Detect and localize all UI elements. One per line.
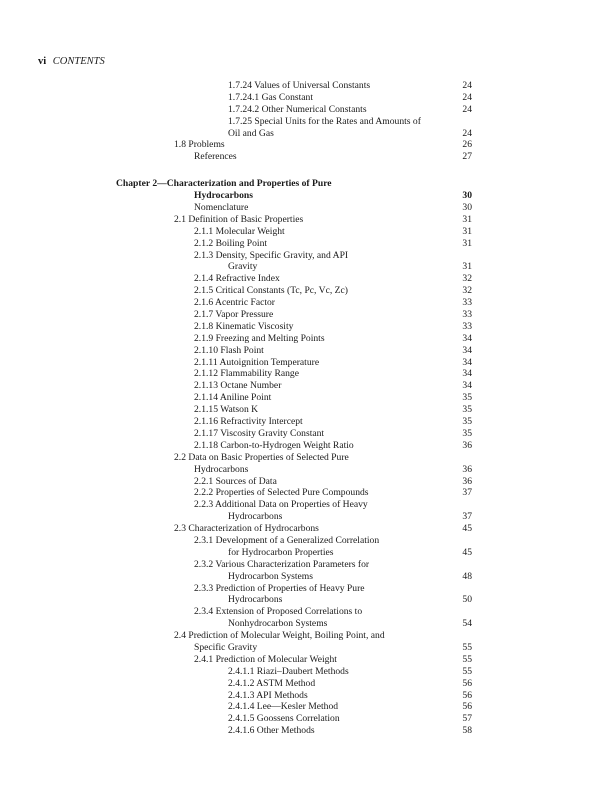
- toc-entry-page: 37: [462, 487, 472, 499]
- toc-entry-title: 2.1.12 Flammability Range: [194, 368, 299, 380]
- toc-entry: [0, 226, 604, 238]
- running-title: CONTENTS: [52, 56, 105, 67]
- toc-entry-title: 2.3.1 Development of a Generalized Correlation: [194, 534, 380, 546]
- toc-entry-title: 2.1.9 Freezing and Melting Points: [194, 332, 325, 344]
- toc-entry-title: Specific Gravity: [194, 641, 258, 653]
- toc-entry-title: 2.1.8 Kinematic Viscosity: [194, 320, 294, 332]
- toc-entry-page: 24: [462, 127, 472, 139]
- toc-entry-page: 57: [462, 713, 472, 725]
- toc-entry: [0, 678, 604, 690]
- toc-entry: [0, 202, 604, 214]
- toc-entry-page: 30: [462, 190, 472, 202]
- toc-entry-title: 2.4.1.5 Goossens Correlation: [228, 713, 340, 725]
- toc-entry-page: 32: [462, 273, 472, 285]
- toc-entry: [0, 357, 604, 369]
- toc-entry: [0, 80, 604, 92]
- toc-entry: [0, 642, 604, 654]
- toc-entry: [0, 571, 604, 583]
- toc-entry-title: 2.1.10 Flash Point: [194, 344, 264, 356]
- toc-entry-page: 26: [462, 139, 472, 151]
- toc-entry-page: 34: [462, 380, 472, 392]
- toc-entry: [0, 725, 604, 737]
- toc-entry-title: 2.2.3 Additional Data on Properties of Heavy: [194, 499, 368, 511]
- toc-entry-page: 24: [462, 80, 472, 91]
- toc-entry: [0, 583, 604, 595]
- toc-entry-title: 1.8 Problems: [174, 139, 225, 151]
- toc-entry: [0, 440, 604, 452]
- toc-entry: [0, 701, 604, 713]
- toc-entry: [0, 547, 604, 559]
- toc-entry-title: Nomenclature: [194, 202, 249, 214]
- toc-entry-page: 36: [462, 439, 472, 451]
- toc-entry: [0, 333, 604, 345]
- toc-entry-page: 56: [462, 701, 472, 713]
- toc-entry-page: 33: [462, 320, 472, 332]
- toc-entry: [0, 618, 604, 630]
- toc-entry-page: 56: [462, 689, 472, 701]
- toc-entry-title: 2.1.7 Vapor Pressure: [194, 309, 274, 321]
- toc-entry-title: 2.4.1.4 Lee—Kesler Method: [228, 701, 339, 713]
- toc-entry: [0, 416, 604, 428]
- toc-entry-title: Hydrocarbon Systems: [228, 570, 313, 582]
- toc-entry: [0, 380, 604, 392]
- toc-entry: [0, 139, 604, 151]
- toc-entry-page: 35: [462, 404, 472, 416]
- toc-entry: [0, 654, 604, 666]
- toc-entry: [0, 392, 604, 404]
- toc-entry-title: 2.4.1.1 Riazi–Daubert Methods: [228, 665, 349, 677]
- toc-entry: [0, 178, 604, 190]
- toc-entry: [0, 404, 604, 416]
- toc-entry-title: 2.1.15 Watson K: [194, 404, 259, 416]
- toc-entry-page: 33: [462, 309, 472, 321]
- toc-entry-title: for Hydrocarbon Properties: [228, 546, 334, 558]
- toc-entry-title: 2.1.17 Viscosity Gravity Constant: [194, 427, 325, 439]
- toc-entry-title: 2.1.11 Autoignition Temperature: [194, 356, 320, 368]
- toc-entry-page: 48: [462, 570, 472, 582]
- toc-entry-page: 34: [462, 356, 472, 368]
- toc-entry-title: 2.1.18 Carbon-to-Hydrogen Weight Ratio: [194, 439, 354, 451]
- toc-entry-page: 54: [462, 618, 472, 630]
- toc-entry: [0, 666, 604, 678]
- toc-entry-title: 2.1.16 Refractivity Intercept: [194, 416, 303, 428]
- toc-entry-title: Hydrocarbons: [194, 190, 253, 202]
- toc-entry-title: 2.2.2 Properties of Selected Pure Compounds: [194, 487, 369, 499]
- toc-entry: [0, 713, 604, 725]
- toc-entry-title: 2.1.6 Acentric Factor: [194, 297, 275, 309]
- toc-entry-page: 27: [462, 151, 472, 163]
- toc-entry-page: 50: [462, 594, 472, 606]
- toc-entry: [0, 464, 604, 476]
- toc-entry-page: 56: [462, 677, 472, 689]
- toc-entry: [0, 594, 604, 606]
- toc-entry-page: 32: [462, 285, 472, 297]
- toc-entry-title: Nonhydrocarbon Systems: [228, 618, 328, 630]
- toc-entry: [0, 630, 604, 642]
- toc-entry-page: 35: [462, 427, 472, 439]
- toc-entry-page: 33: [462, 297, 472, 309]
- toc-entry-title: 1.7.24.2 Other Numerical Constants: [228, 103, 367, 115]
- toc-entry-page: 31: [462, 261, 472, 273]
- toc-entry-page: 34: [462, 344, 472, 356]
- toc-entry-title: 2.4.1.6 Other Methods: [228, 725, 315, 737]
- toc-entry-title: 2.1.3 Density, Specific Gravity, and API: [194, 249, 349, 261]
- toc-entry: [0, 487, 604, 499]
- toc-entry-title: Chapter 2—Characterization and Properties of Pure: [116, 178, 332, 190]
- toc-entry-title: 2.4.1.3 API Methods: [228, 689, 308, 701]
- toc-entry-title: 2.1.14 Aniline Point: [194, 392, 272, 404]
- toc-entry-page: 55: [462, 665, 472, 677]
- toc-entry: [0, 321, 604, 333]
- toc-entry: [0, 606, 604, 618]
- toc-entry: [0, 499, 604, 511]
- toc-entry: [0, 128, 604, 140]
- toc-entry-title: 1.7.25 Special Units for the Rates and Amounts of: [228, 115, 421, 127]
- toc-entry-title: 2.1.1 Molecular Weight: [194, 225, 285, 237]
- toc-entry: [0, 309, 604, 321]
- toc-entry: [0, 452, 604, 464]
- toc-entry-page: 31: [462, 237, 472, 249]
- toc-entry: [0, 690, 604, 702]
- toc-entry-page: 58: [462, 725, 472, 737]
- toc-entry-title: 2.3.4 Extension of Proposed Correlations to: [194, 606, 363, 618]
- toc-entry-title: 2.3 Characterization of Hydrocarbons: [174, 523, 319, 535]
- toc-entry-title: References: [194, 151, 237, 163]
- toc-entry-page: 45: [462, 523, 472, 535]
- toc-entry-title: 2.4.1 Prediction of Molecular Weight: [194, 653, 337, 665]
- toc-entry-page: 36: [462, 463, 472, 475]
- toc-entry-title: Gravity: [228, 261, 258, 273]
- toc-entry-title: Hydrocarbons: [228, 594, 283, 606]
- toc-entry-page: 24: [462, 91, 472, 103]
- toc-entry: [0, 116, 604, 128]
- toc-entry: [0, 535, 604, 547]
- toc-entry-title: 2.1.13 Octane Number: [194, 380, 282, 392]
- table-of-contents: [0, 80, 604, 737]
- toc-entry: [0, 476, 604, 488]
- toc-entry-title: 2.2 Data on Basic Properties of Selected Pure: [174, 451, 349, 463]
- toc-entry: [0, 523, 604, 535]
- toc-entry-title: 1.7.24.1 Gas Constant: [228, 91, 314, 103]
- toc-entry-title: 2.3.2 Various Characterization Parameters for: [194, 558, 370, 570]
- toc-entry-page: 37: [462, 511, 472, 523]
- toc-entry-page: 45: [462, 546, 472, 558]
- toc-entry-page: 55: [462, 641, 472, 653]
- page-number: vi: [38, 56, 47, 67]
- toc-entry-page: 36: [462, 475, 472, 487]
- toc-entry: [0, 190, 604, 202]
- toc-entry-title: 2.1.2 Boiling Point: [194, 237, 268, 249]
- toc-entry: [0, 428, 604, 440]
- toc-entry-title: Hydrocarbons: [228, 511, 283, 523]
- toc-entry: [0, 238, 604, 250]
- toc-entry: [0, 104, 604, 116]
- toc-entry: [0, 273, 604, 285]
- toc-entry: [0, 92, 604, 104]
- toc-entry: [0, 559, 604, 571]
- toc-entry-page: 55: [462, 653, 472, 665]
- toc-entry-title: 2.3.3 Prediction of Properties of Heavy Pure: [194, 582, 365, 594]
- toc-entry-title: Oil and Gas: [228, 127, 274, 139]
- toc-entry-title: 2.4.1.2 ASTM Method: [228, 677, 316, 689]
- toc-entry-title: 2.1 Definition of Basic Properties: [174, 213, 304, 225]
- toc-entry-title: 2.4 Prediction of Molecular Weight, Boiling Point, and: [174, 630, 385, 642]
- toc-entry-title: 1.7.24 Values of Universal Constants: [228, 80, 371, 91]
- toc-entry-page: 24: [462, 103, 472, 115]
- toc-entry: [0, 511, 604, 523]
- toc-entry-page: 35: [462, 392, 472, 404]
- toc-entry-page: 34: [462, 332, 472, 344]
- toc-entry: [0, 214, 604, 226]
- toc-entry: [0, 345, 604, 357]
- toc-entry-page: 34: [462, 368, 472, 380]
- toc-entry: [0, 285, 604, 297]
- toc-entry-title: Hydrocarbons: [194, 463, 249, 475]
- toc-entry: [0, 368, 604, 380]
- toc-entry-page: 31: [462, 213, 472, 225]
- toc-entry-title: 2.1.5 Critical Constants (Tc, Pc, Vc, Zc): [194, 285, 348, 297]
- toc-entry: [0, 297, 604, 309]
- toc-entry: [0, 261, 604, 273]
- toc-entry-title: 2.2.1 Sources of Data: [194, 475, 277, 487]
- toc-entry-page: 31: [462, 225, 472, 237]
- toc-entry: [0, 250, 604, 262]
- running-header: [38, 56, 105, 67]
- toc-entry: [0, 151, 604, 163]
- toc-entry-title: 2.1.4 Refractive Index: [194, 273, 280, 285]
- toc-entry-page: 30: [462, 202, 472, 214]
- toc-entry-page: 35: [462, 416, 472, 428]
